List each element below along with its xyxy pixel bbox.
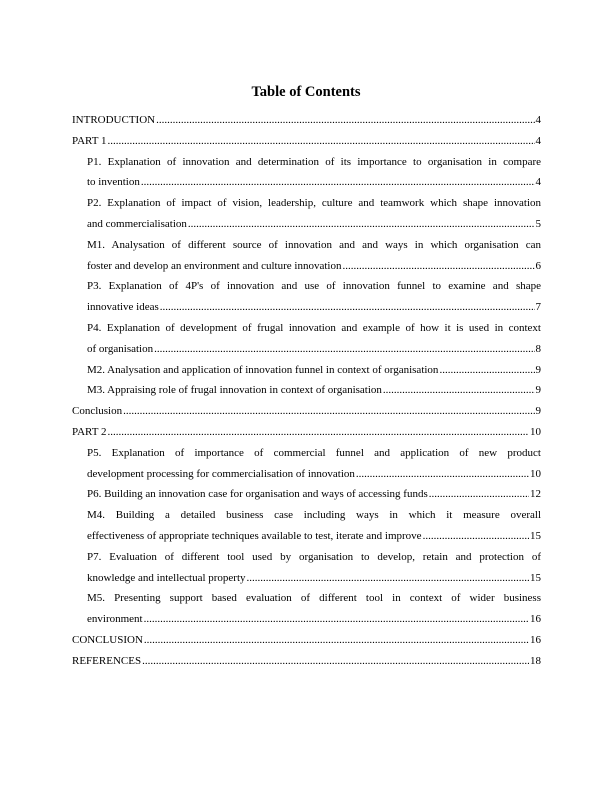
toc-entry-last-line <box>72 401 541 422</box>
toc-entry-page-number: 12 <box>530 488 541 501</box>
toc-entry-page-number: 15 <box>530 571 541 584</box>
toc-entry-last-line <box>87 172 541 193</box>
toc-entry-page-number: 6 <box>535 259 541 272</box>
toc-entry-text-line: PART 1 <box>72 134 107 147</box>
toc-entry-page-number: 9 <box>535 363 541 376</box>
toc-entry[interactable] <box>72 235 541 277</box>
toc-entry-last-line <box>87 568 541 589</box>
toc-entry-text-line: to invention <box>87 176 140 189</box>
toc-entry-text-line: P1. Explanation of innovation and determination of its importance to organisation in compare <box>87 155 541 168</box>
dot-leader <box>144 630 529 651</box>
toc-entry-text-line: P3. Explanation of 4P's of innovation and use of innovation funnel to examine and shape <box>87 280 541 293</box>
toc-entry-last-line <box>87 214 541 235</box>
toc-entry-page-number: 10 <box>530 467 541 480</box>
toc-entry[interactable] <box>72 193 541 235</box>
toc-entry-text-line: M1. Analysation of different source of innovation and and ways in which organisation can <box>87 238 541 251</box>
toc-entry-text-line: P7. Evaluation of different tool used by organisation to develop, retain and protection of <box>87 550 541 563</box>
toc-entry-page-number: 10 <box>530 425 541 438</box>
toc-entry-page-number: 5 <box>535 217 541 230</box>
toc-entry[interactable] <box>72 276 541 318</box>
toc-entry-text-line: of organisation <box>87 342 154 355</box>
toc-entry-text-line: INTRODUCTION <box>72 114 156 126</box>
toc-entry[interactable] <box>72 318 541 360</box>
toc-entry[interactable] <box>72 505 541 547</box>
toc-entry-page-number: 9 <box>535 384 541 397</box>
toc-entry-text-line: environment <box>87 613 143 626</box>
dot-leader <box>247 568 529 589</box>
toc-entry-page-number: 15 <box>530 529 541 542</box>
dot-leader <box>342 256 534 277</box>
toc-entry-text-line: CONCLUSION <box>72 633 143 646</box>
dot-leader <box>160 297 535 318</box>
toc-entry[interactable] <box>72 380 541 401</box>
toc-entry-text-line: M2. Analysation and application of innovation funnel in context of organisation <box>87 363 439 376</box>
toc-entry-text-line: development processing for commercialisation of innovation <box>87 467 355 480</box>
toc-entry-last-line <box>87 297 541 318</box>
toc-entry-text-line: M3. Appraising role of frugal innovation in context of organisation <box>87 384 382 397</box>
toc-entry-last-line <box>87 464 541 485</box>
toc-entry[interactable] <box>72 422 541 443</box>
toc-entry-last-line <box>72 630 541 651</box>
dot-leader <box>108 131 535 152</box>
dot-leader <box>108 422 530 443</box>
toc-entry-page-number: 9 <box>535 405 541 418</box>
toc-entry-last-line <box>87 380 541 401</box>
toc-entry-page-number: 7 <box>535 301 541 314</box>
table-of-contents <box>72 110 541 672</box>
dot-leader <box>356 464 529 485</box>
toc-entry[interactable] <box>72 360 541 381</box>
dot-leader <box>144 609 529 630</box>
toc-entry-page-number: 8 <box>535 342 541 355</box>
toc-entry[interactable] <box>72 152 541 194</box>
dot-leader <box>141 172 535 193</box>
toc-entry-page-number: 18 <box>530 654 541 667</box>
toc-entry[interactable] <box>72 401 541 422</box>
toc-entry-last-line <box>87 484 541 505</box>
toc-entry[interactable] <box>72 131 541 152</box>
dot-leader <box>156 110 534 131</box>
toc-entry-text-line: innovative ideas <box>87 301 159 314</box>
toc-entry-text-line: P6. Building an innovation case for organisation and ways of accessing funds <box>87 488 428 501</box>
toc-entry-last-line <box>87 526 541 547</box>
toc-entry-text-line: PART 2 <box>72 425 107 438</box>
toc-entry-last-line <box>87 360 541 381</box>
toc-entry-last-line <box>87 256 541 277</box>
toc-entry-last-line <box>72 131 541 152</box>
toc-entry-text-line: foster and develop an environment and culture innovation <box>87 259 342 272</box>
toc-entry-text-line: P2. Explanation of impact of vision, leadership, culture and teamwork which shape innovation <box>87 197 541 210</box>
toc-entry-text-line: Conclusion <box>72 405 123 418</box>
toc-entry[interactable] <box>72 547 541 589</box>
toc-entry-text-line: knowledge and intellectual property <box>87 571 246 584</box>
toc-entry-text-line: P5. Explanation of importance of commercial funnel and application of new product <box>87 446 541 459</box>
dot-leader <box>154 339 534 360</box>
toc-entry-last-line <box>72 110 541 131</box>
dot-leader <box>429 484 529 505</box>
toc-entry[interactable] <box>72 443 541 485</box>
toc-entry-text-line: effectiveness of appropriate techniques available to test, iterate and improve <box>87 529 422 542</box>
toc-entry[interactable] <box>72 588 541 630</box>
toc-entry-page-number: 4 <box>535 134 541 147</box>
toc-entry-text-line: M4. Building a detailed business case including ways in which it measure overall <box>87 509 541 522</box>
toc-entry-page-number: 16 <box>530 633 541 646</box>
toc-entry-page-number: 16 <box>530 613 541 626</box>
toc-entry-page-number: 4 <box>535 114 541 126</box>
toc-title: Table of Contents <box>251 84 361 100</box>
toc-entry-last-line <box>87 339 541 360</box>
toc-entry-last-line <box>72 422 541 443</box>
dot-leader <box>439 360 534 381</box>
toc-entry-text-line: P4. Explanation of development of frugal innovation and example of how it is used in context <box>87 321 541 334</box>
toc-entry-text-line: REFERENCES <box>72 654 142 667</box>
toc-entry-text-line: and commercialisation <box>87 217 187 230</box>
dot-leader <box>423 526 529 547</box>
toc-entry-text-line: M5. Presenting support based evaluation of different tool in context of wider business <box>87 592 541 605</box>
toc-entry-page-number: 4 <box>535 176 541 189</box>
dot-leader <box>142 651 529 672</box>
toc-entry-last-line <box>72 651 541 672</box>
dot-leader <box>188 214 535 235</box>
dot-leader <box>383 380 535 401</box>
toc-entry[interactable] <box>72 630 541 651</box>
dot-leader <box>123 401 534 422</box>
toc-entry[interactable] <box>72 484 541 505</box>
toc-entry-last-line <box>87 609 541 630</box>
toc-entry[interactable] <box>72 651 541 672</box>
toc-entry[interactable] <box>72 110 541 131</box>
